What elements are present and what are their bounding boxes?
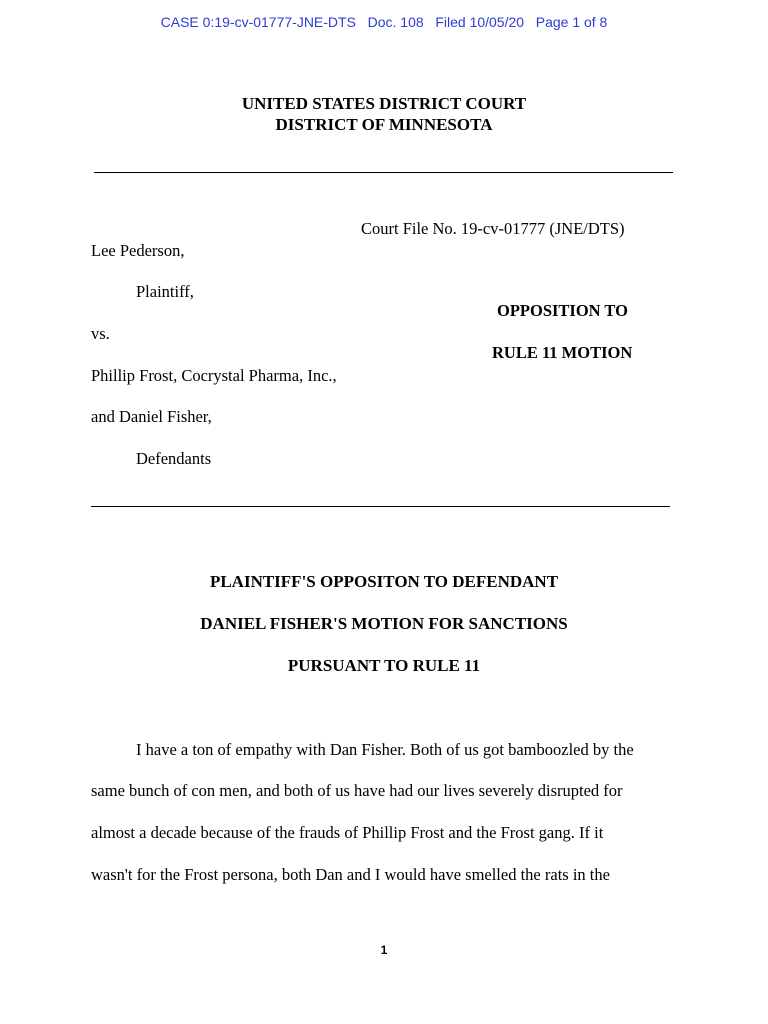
court-file-number: Court File No. 19-cv-01777 (JNE/DTS) (361, 219, 625, 238)
defendants-names-line1: Phillip Frost, Cocrystal Pharma, Inc., (91, 366, 337, 385)
body-paragraph-line: wasn't for the Frost persona, both Dan and I would have smelled the rats in the (91, 865, 610, 884)
body-paragraph-line: same bunch of con men, and both of us have had our lives severely disrupted for (91, 781, 623, 800)
plaintiff-role: Plaintiff, (136, 282, 194, 301)
document-heading-line1: PLAINTIFF'S OPPOSITON TO DEFENDANT (209, 572, 559, 591)
versus-label: vs. (91, 324, 110, 343)
defendants-names-line2: and Daniel Fisher, (91, 407, 212, 426)
court-name: UNITED STATES DISTRICT COURT (241, 94, 527, 113)
court-title (0, 93, 768, 135)
court-filing-stamp (0, 14, 768, 30)
document-number: Doc. 108 (367, 14, 424, 30)
document-title-line2: RULE 11 MOTION (492, 343, 633, 362)
document-heading-line2: DANIEL FISHER'S MOTION FOR SANCTIONS (200, 614, 568, 633)
body-paragraph-line: almost a decade because of the frauds of Phillip Frost and the Frost gang. If it (91, 823, 604, 842)
case-number: CASE 0:19-cv-01777-JNE-DTS (160, 14, 356, 30)
defendants-role: Defendants (136, 449, 212, 468)
body-paragraph-line: I have a ton of empathy with Dan Fisher. Both of us got bamboozled by the (136, 740, 634, 759)
caption-divider-top (94, 172, 673, 173)
plaintiff-name: Lee Pederson, (91, 241, 185, 260)
filed-date: Filed 10/05/20 (435, 14, 525, 30)
caption-divider-bottom (91, 506, 670, 507)
document-title-line1: OPPOSITION TO (497, 301, 628, 320)
court-district: DISTRICT OF MINNESOTA (275, 115, 493, 134)
page-indicator: Page 1 of 8 (535, 14, 608, 30)
page-number: 1 (380, 943, 388, 957)
document-heading-line3: PURSUANT TO RULE 11 (287, 656, 481, 675)
